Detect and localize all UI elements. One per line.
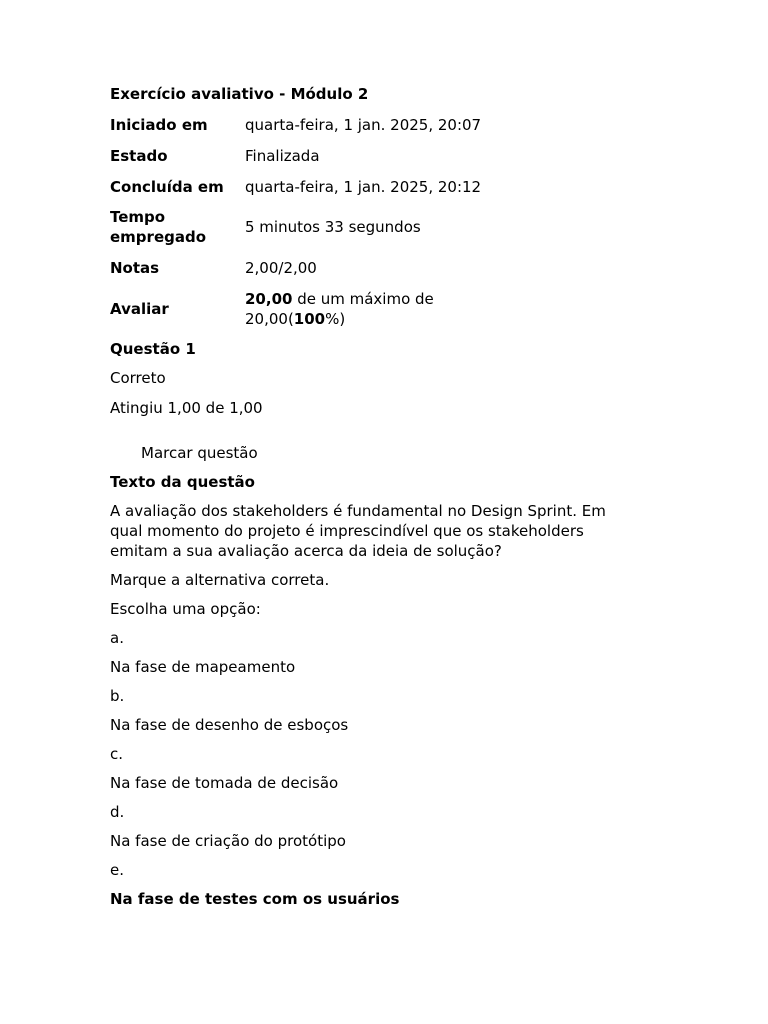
option-e-text[interactable]: Na fase de testes com os usuários: [110, 890, 400, 908]
grade-value: [245, 289, 530, 339]
option-b-letter: b.: [110, 687, 125, 705]
option-a-text[interactable]: Na fase de mapeamento: [110, 658, 296, 676]
question-state: Correto: [110, 369, 166, 387]
state-label: Estado: [110, 147, 168, 165]
option-c-text[interactable]: Na fase de tomada de decisão: [110, 774, 339, 792]
time-label-line-1: Tempo: [110, 208, 166, 226]
question-text-header: Texto da questão: [110, 473, 255, 491]
answer-options: [110, 628, 650, 909]
question-grade: Atingiu 1,00 de 1,00: [110, 399, 263, 417]
completed-label: Concluída em: [110, 178, 224, 196]
completed-value: quarta-feira, 1 jan. 2025, 20:12: [245, 178, 482, 196]
summary-row-started: [110, 115, 530, 146]
time-label: [110, 207, 245, 258]
time-label-line-2: empregado: [110, 228, 207, 246]
option-d-text[interactable]: Na fase de criação do protótipo: [110, 832, 346, 850]
option-e-letter: e.: [110, 861, 124, 879]
question-text-line: qual momento do projeto é imprescindível que os stakeholders: [110, 522, 584, 540]
grade-label: Avaliar: [110, 300, 169, 318]
marks-label: Notas: [110, 259, 160, 277]
summary-row-time: [110, 207, 530, 258]
flag-question-link[interactable]: Marcar questão: [141, 444, 258, 462]
grade-mid-text: de um máximo de: [292, 290, 434, 308]
option-b-text[interactable]: Na fase de desenho de esboços: [110, 716, 349, 734]
started-label: Iniciado em: [110, 116, 208, 134]
grade-score: 20,00: [245, 290, 293, 308]
summary-row-grade: [110, 289, 530, 339]
started-value: quarta-feira, 1 jan. 2025, 20:07: [245, 116, 482, 134]
question-block: [110, 339, 650, 909]
summary-row-completed: [110, 177, 530, 207]
grade-close: %): [325, 310, 346, 328]
option-a-letter: a.: [110, 629, 124, 647]
question-text-line: emitam a sua avaliação acerca da ideia de solução?: [110, 542, 502, 560]
option-d-letter: d.: [110, 803, 125, 821]
page-title: Exercício avaliativo - Módulo 2: [110, 85, 369, 103]
question-text-line: A avaliação dos stakeholders é fundamental no Design Sprint. Em: [110, 502, 606, 520]
summary-row-marks: [110, 258, 530, 289]
state-value: Finalizada: [245, 147, 320, 165]
question-text: [110, 501, 650, 561]
grade-percent: 100: [293, 310, 326, 328]
grade-max: 20,00(: [245, 310, 294, 328]
question-number: Questão 1: [110, 340, 196, 358]
option-c-letter: c.: [110, 745, 124, 763]
attempt-summary-table: [110, 115, 530, 339]
summary-row-state: [110, 146, 530, 177]
marks-value: 2,00/2,00: [245, 259, 317, 277]
choose-option-label: Escolha uma opção:: [110, 600, 261, 618]
quiz-review-page: [110, 84, 650, 918]
question-prompt: Marque a alternativa correta.: [110, 571, 330, 589]
time-value: 5 minutos 33 segundos: [245, 218, 421, 236]
